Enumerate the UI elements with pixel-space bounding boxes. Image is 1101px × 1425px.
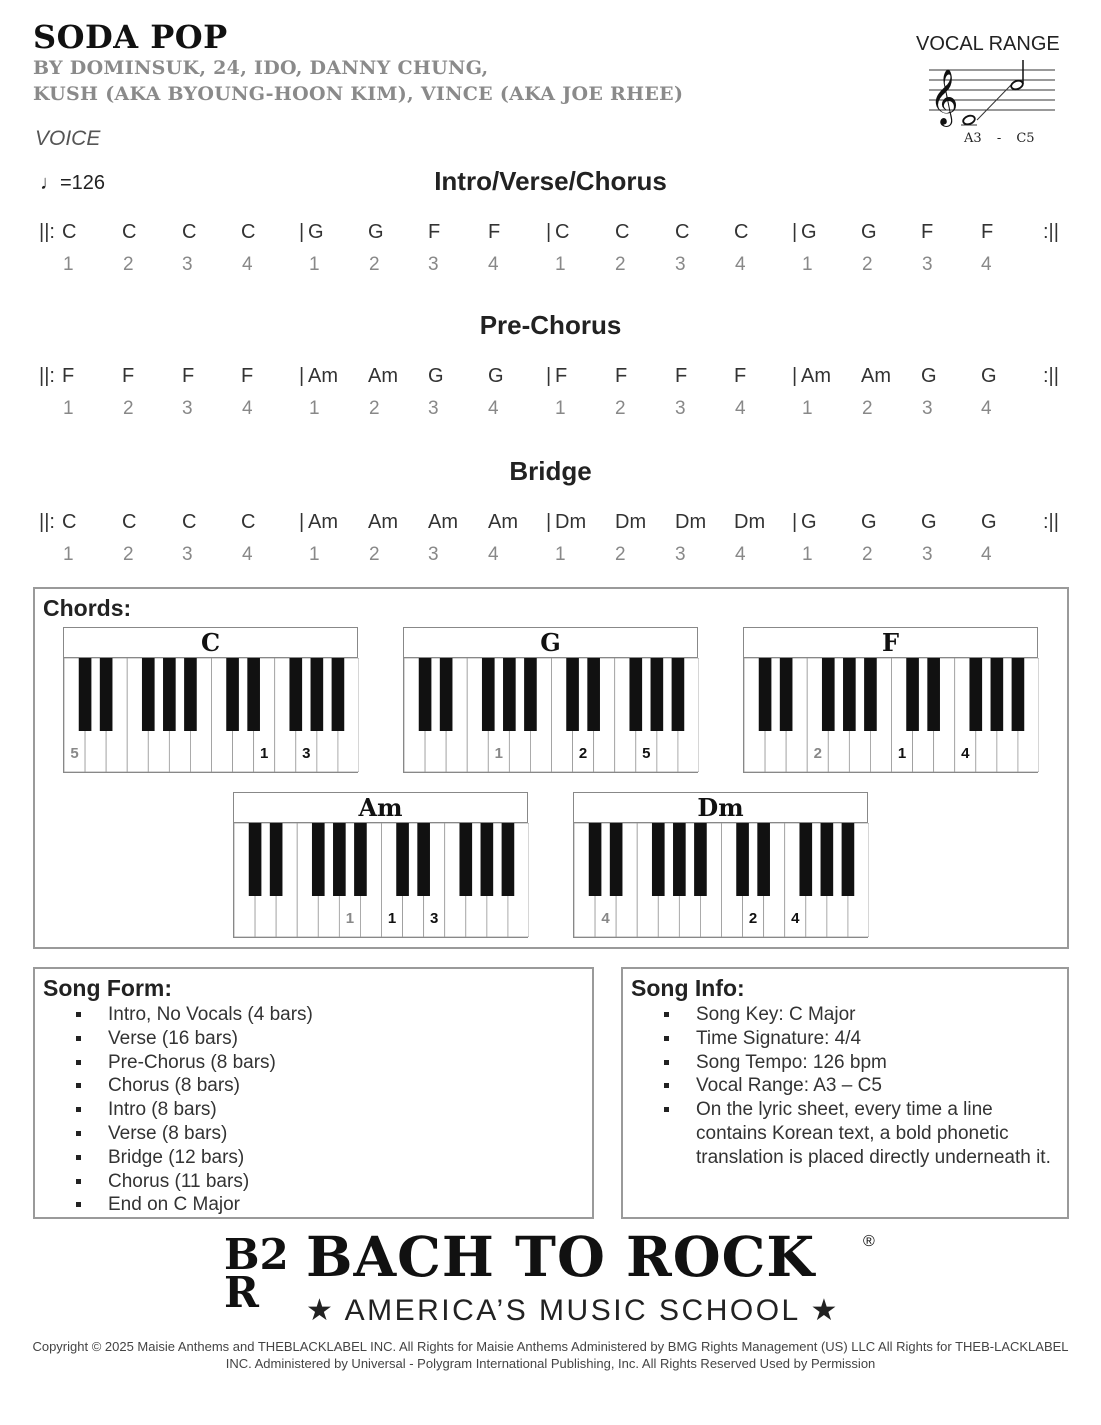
black-key bbox=[1012, 658, 1025, 731]
song-title: SODA POP bbox=[33, 18, 228, 56]
beat-count: 4 bbox=[981, 254, 992, 275]
beat-count: 1 bbox=[802, 398, 813, 419]
beat-count: 2 bbox=[123, 544, 134, 565]
list-item: Intro (8 bars) bbox=[75, 1098, 575, 1122]
finger-number: 3 bbox=[302, 745, 311, 762]
chord-symbol: F bbox=[734, 365, 747, 387]
black-key bbox=[821, 823, 834, 896]
list-item: Pre-Chorus (8 bars) bbox=[75, 1051, 575, 1075]
chord-symbol: G bbox=[801, 221, 817, 243]
beat-count: 1 bbox=[309, 544, 320, 565]
chord-symbol: F bbox=[615, 365, 628, 387]
beat-count: 4 bbox=[981, 544, 992, 565]
black-key bbox=[906, 658, 919, 731]
list-item: Song Tempo: 126 bpm bbox=[663, 1051, 1053, 1075]
chord-chart-pre-chorus bbox=[0, 365, 1101, 425]
black-key bbox=[100, 658, 113, 731]
repeat-end: :|| bbox=[1043, 221, 1059, 243]
chord-symbol: C bbox=[62, 221, 77, 243]
barline: | bbox=[546, 221, 552, 243]
chord-symbol: Am bbox=[801, 365, 831, 387]
chord-symbol: Am bbox=[308, 511, 338, 533]
beat-count: 3 bbox=[922, 398, 933, 419]
copyright-notice: Copyright © 2025 Maisie Anthems and THEBLACKLABEL INC. All Rights for Maisie Anthems Administered by BMG Rights Management (US) LLC All Rights for THEB-LACKLABEL INC. Administered by Universal - Polygram International Publishing, Inc. All Rights Reserved Used by Permission bbox=[32, 1339, 1069, 1371]
repeat-start: ||: bbox=[39, 365, 55, 387]
beat-count: 1 bbox=[555, 544, 566, 565]
list-item: Song Key: C Major bbox=[663, 1003, 1053, 1027]
list-item: Verse (16 bars) bbox=[75, 1027, 575, 1051]
list-item: Chorus (11 bars) bbox=[75, 1170, 575, 1194]
finger-number: 1 bbox=[345, 910, 355, 927]
keyboard-diagram-g bbox=[403, 627, 698, 773]
keyboard-chord-name: G bbox=[404, 628, 697, 658]
song-form-title: Song Form: bbox=[43, 975, 173, 1001]
finger-number: 5 bbox=[642, 745, 651, 762]
chord-symbol: C bbox=[122, 221, 137, 243]
beat-count: 2 bbox=[369, 254, 380, 275]
logo-registered-mark: ® bbox=[863, 1233, 875, 1250]
finger-number: 2 bbox=[578, 745, 588, 762]
chord-symbol: G bbox=[981, 511, 997, 533]
keyboard-diagram-c bbox=[63, 627, 358, 773]
logo-mark-top: B2 bbox=[224, 1230, 289, 1279]
finger-number: 2 bbox=[748, 910, 758, 927]
section-title-bridge: Bridge bbox=[509, 456, 592, 486]
black-key bbox=[249, 823, 262, 896]
chord-symbol: Am bbox=[428, 511, 458, 533]
black-key bbox=[566, 658, 579, 731]
chord-symbol: C bbox=[241, 511, 256, 533]
repeat-start: ||: bbox=[39, 511, 55, 533]
finger-number: 4 bbox=[601, 910, 610, 927]
keyboard-keys bbox=[404, 658, 699, 772]
black-key bbox=[482, 658, 495, 731]
vocal-range-separator: - bbox=[996, 131, 1002, 146]
black-key bbox=[759, 658, 772, 731]
chord-symbol: G bbox=[981, 365, 997, 387]
beat-count: 4 bbox=[242, 398, 253, 419]
finger-number: 4 bbox=[791, 910, 800, 927]
black-key bbox=[417, 823, 430, 896]
beat-count: 4 bbox=[735, 398, 746, 419]
byline-line-2: KUSH (AKA BYOUNG-HOON KIM), VINCE (AKA JOE RHEE) bbox=[33, 83, 684, 105]
instrument-label: VOICE bbox=[35, 127, 101, 150]
chord-symbol: G bbox=[368, 221, 384, 243]
keyboard-chord-name: Dm bbox=[574, 793, 867, 823]
beat-count: 2 bbox=[862, 544, 873, 565]
black-key bbox=[822, 658, 835, 731]
black-key bbox=[142, 658, 155, 731]
black-key bbox=[780, 658, 793, 731]
barline: | bbox=[546, 365, 552, 387]
chord-symbol: C bbox=[615, 221, 630, 243]
chord-symbol: C bbox=[122, 511, 137, 533]
beat-count: 3 bbox=[428, 544, 439, 565]
black-key bbox=[589, 823, 602, 896]
chord-symbol: F bbox=[675, 365, 688, 387]
beat-count: 1 bbox=[555, 398, 566, 419]
chord-symbol: F bbox=[241, 365, 254, 387]
beat-count: 1 bbox=[309, 398, 320, 419]
song-info-box bbox=[621, 967, 1069, 1219]
black-key bbox=[332, 658, 345, 731]
beat-count: 3 bbox=[675, 398, 686, 419]
beat-count: 2 bbox=[369, 544, 380, 565]
black-key bbox=[651, 658, 664, 731]
barline: | bbox=[792, 365, 798, 387]
vocal-range-low: A3 bbox=[964, 131, 982, 146]
black-key bbox=[163, 658, 176, 731]
chord-symbol: Dm bbox=[615, 511, 647, 533]
finger-number: 1 bbox=[494, 745, 503, 762]
barline: | bbox=[299, 511, 305, 533]
barline: | bbox=[792, 221, 798, 243]
black-key bbox=[694, 823, 707, 896]
beat-count: 1 bbox=[63, 254, 74, 275]
black-key bbox=[289, 658, 302, 731]
black-key bbox=[503, 658, 516, 731]
chords-box-title: Chords: bbox=[43, 595, 132, 621]
chord-symbol: Dm bbox=[734, 511, 766, 533]
chord-symbol: C bbox=[182, 221, 197, 243]
chord-symbol: Am bbox=[308, 365, 338, 387]
black-key bbox=[396, 823, 409, 896]
beat-count: 3 bbox=[428, 254, 439, 275]
black-key bbox=[270, 823, 283, 896]
beat-count: 3 bbox=[428, 398, 439, 419]
beat-count: 1 bbox=[63, 398, 74, 419]
chord-symbol: G bbox=[801, 511, 817, 533]
chord-symbol: C bbox=[555, 221, 570, 243]
chord-symbol: Dm bbox=[555, 511, 587, 533]
section-title-intro-verse-chorus: Intro/Verse/Chorus bbox=[434, 166, 667, 196]
black-key bbox=[247, 658, 260, 731]
chord-symbol: F bbox=[122, 365, 135, 387]
song-form-list bbox=[75, 1003, 575, 1217]
chord-symbol: G bbox=[428, 365, 444, 387]
finger-number: 1 bbox=[897, 745, 907, 762]
black-key bbox=[481, 823, 494, 896]
keyboard-keys bbox=[574, 823, 869, 937]
black-key bbox=[311, 658, 324, 731]
black-key bbox=[673, 823, 686, 896]
chord-symbol: Am bbox=[368, 511, 398, 533]
finger-number: 2 bbox=[813, 745, 822, 762]
chord-symbol: F bbox=[428, 221, 441, 243]
repeat-end: :|| bbox=[1043, 365, 1059, 387]
black-key bbox=[587, 658, 600, 731]
list-item: Time Signature: 4/4 bbox=[663, 1027, 1053, 1051]
black-key bbox=[799, 823, 812, 896]
beat-count: 1 bbox=[555, 254, 566, 275]
black-key bbox=[312, 823, 325, 896]
list-item: Intro, No Vocals (4 bars) bbox=[75, 1003, 575, 1027]
list-item: On the lyric sheet, every time a line contains Korean text, a bold phonetic translation is placed directly underneath it. bbox=[663, 1098, 1053, 1169]
chord-symbol: C bbox=[62, 511, 77, 533]
list-item: Bridge (12 bars) bbox=[75, 1146, 575, 1170]
finger-number: 1 bbox=[387, 910, 397, 927]
byline-line-1: BY DOMINSUK, 24, IDO, DANNY CHUNG, bbox=[33, 57, 489, 79]
beat-count: 2 bbox=[862, 254, 873, 275]
black-key bbox=[842, 823, 855, 896]
vocal-range-high: C5 bbox=[1016, 131, 1035, 146]
barline: | bbox=[792, 511, 798, 533]
black-key bbox=[419, 658, 432, 731]
black-key bbox=[652, 823, 665, 896]
song-form-box bbox=[33, 967, 594, 1219]
barline: | bbox=[546, 511, 552, 533]
beat-count: 1 bbox=[63, 544, 74, 565]
beat-count: 2 bbox=[862, 398, 873, 419]
beat-count: 3 bbox=[675, 544, 686, 565]
chord-symbol: G bbox=[488, 365, 504, 387]
chord-symbol: C bbox=[675, 221, 690, 243]
black-key bbox=[672, 658, 685, 731]
chord-symbol: Am bbox=[861, 365, 891, 387]
beat-count: 1 bbox=[802, 544, 813, 565]
vocal-range-staff bbox=[925, 58, 1060, 128]
black-key bbox=[736, 823, 749, 896]
beat-count: 3 bbox=[922, 254, 933, 275]
chord-symbol: G bbox=[308, 221, 324, 243]
logo-mark-bottom: R bbox=[224, 1268, 259, 1317]
chord-symbol: Dm bbox=[675, 511, 707, 533]
black-key bbox=[610, 823, 623, 896]
finger-number: 4 bbox=[961, 745, 970, 762]
chord-symbol: Am bbox=[368, 365, 398, 387]
logo-tagline: ★ AMERICA’S MUSIC SCHOOL ★ bbox=[306, 1294, 840, 1327]
black-key bbox=[864, 658, 877, 731]
black-key bbox=[629, 658, 642, 731]
keyboard-keys bbox=[64, 658, 359, 772]
chord-symbol: C bbox=[182, 511, 197, 533]
black-key bbox=[969, 658, 982, 731]
keyboard-chord-name: Am bbox=[234, 793, 527, 823]
chord-symbol: G bbox=[921, 365, 937, 387]
beat-count: 1 bbox=[309, 254, 320, 275]
chord-symbol: F bbox=[981, 221, 994, 243]
tempo-marking: ♩=126 bbox=[40, 172, 106, 194]
beat-count: 3 bbox=[182, 254, 193, 275]
black-key bbox=[757, 823, 770, 896]
beat-count: 4 bbox=[488, 398, 499, 419]
beat-count: 4 bbox=[242, 544, 253, 565]
treble-clef-icon: 𝄞 bbox=[930, 69, 959, 125]
repeat-start: ||: bbox=[39, 221, 55, 243]
beat-count: 2 bbox=[615, 398, 626, 419]
chord-symbol: F bbox=[182, 365, 195, 387]
keyboard-chord-name: C bbox=[64, 628, 357, 658]
chord-symbol: F bbox=[921, 221, 934, 243]
black-key bbox=[843, 658, 856, 731]
keyboard-chord-name: F bbox=[744, 628, 1037, 658]
chord-symbol: F bbox=[62, 365, 75, 387]
keyboard-keys bbox=[744, 658, 1039, 772]
beat-count: 4 bbox=[242, 254, 253, 275]
section-title-pre-chorus: Pre-Chorus bbox=[479, 310, 622, 340]
beat-count: 1 bbox=[802, 254, 813, 275]
beat-count: 4 bbox=[981, 398, 992, 419]
beat-count: 2 bbox=[123, 398, 134, 419]
list-item: End on C Major bbox=[75, 1193, 575, 1217]
chord-symbol: C bbox=[734, 221, 749, 243]
barline: | bbox=[299, 221, 305, 243]
chord-symbol: F bbox=[488, 221, 501, 243]
beat-count: 3 bbox=[675, 254, 686, 275]
black-key bbox=[79, 658, 92, 731]
beat-count: 3 bbox=[182, 398, 193, 419]
chord-symbol: G bbox=[921, 511, 937, 533]
beat-count: 3 bbox=[182, 544, 193, 565]
chord-symbol: F bbox=[555, 365, 568, 387]
list-item: Vocal Range: A3 – C5 bbox=[663, 1074, 1053, 1098]
song-info-list bbox=[663, 1003, 1053, 1170]
finger-number: 1 bbox=[260, 745, 269, 762]
beat-count: 4 bbox=[735, 544, 746, 565]
black-key bbox=[226, 658, 239, 731]
finger-number: 3 bbox=[430, 910, 439, 927]
keyboard-diagram-am bbox=[233, 792, 528, 938]
beat-count: 2 bbox=[615, 254, 626, 275]
keyboard-keys bbox=[234, 823, 529, 937]
finger-number: 5 bbox=[70, 745, 79, 762]
black-key bbox=[440, 658, 453, 731]
black-key bbox=[459, 823, 472, 896]
chord-chart-intro-verse-chorus bbox=[0, 221, 1101, 281]
beat-count: 3 bbox=[922, 544, 933, 565]
black-key bbox=[991, 658, 1004, 731]
black-key bbox=[502, 823, 515, 896]
beat-count: 4 bbox=[488, 254, 499, 275]
logo-mark bbox=[224, 1230, 289, 1317]
black-key bbox=[333, 823, 346, 896]
beat-count: 4 bbox=[735, 254, 746, 275]
chord-symbol: G bbox=[861, 221, 877, 243]
beat-count: 2 bbox=[123, 254, 134, 275]
vocal-range-label: VOCAL RANGE bbox=[916, 33, 1060, 55]
chord-chart-bridge bbox=[0, 511, 1101, 571]
barline: | bbox=[299, 365, 305, 387]
chord-symbol: G bbox=[861, 511, 877, 533]
vocal-range-notes bbox=[964, 131, 1035, 146]
logo-wordmark: BACH TO ROCK bbox=[306, 1224, 816, 1289]
beat-count: 4 bbox=[488, 544, 499, 565]
repeat-end: :|| bbox=[1043, 511, 1059, 533]
black-key bbox=[927, 658, 940, 731]
song-info-title: Song Info: bbox=[631, 975, 745, 1001]
chord-symbol: Am bbox=[488, 511, 518, 533]
black-key bbox=[524, 658, 537, 731]
keyboard-diagram-f bbox=[743, 627, 1038, 773]
beat-count: 2 bbox=[615, 544, 626, 565]
list-item: Chorus (8 bars) bbox=[75, 1074, 575, 1098]
chord-symbol: C bbox=[241, 221, 256, 243]
list-item: Verse (8 bars) bbox=[75, 1122, 575, 1146]
keyboard-diagram-dm bbox=[573, 792, 868, 938]
black-key bbox=[184, 658, 197, 731]
black-key bbox=[354, 823, 367, 896]
beat-count: 2 bbox=[369, 398, 380, 419]
